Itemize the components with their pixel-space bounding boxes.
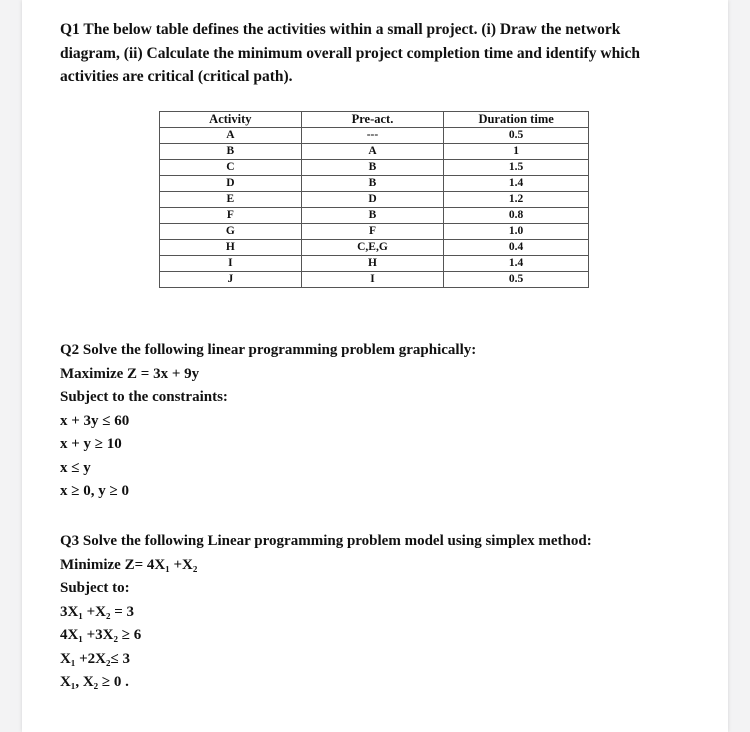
pre-activity-cell: H	[301, 256, 444, 272]
duration-cell: 1.4	[444, 176, 589, 192]
activity-cell: C	[160, 160, 302, 176]
table-header-row	[160, 112, 589, 128]
table-row	[160, 208, 589, 224]
objective-function: Maximize Z = 3x + 9y	[60, 365, 200, 382]
activity-cell: D	[160, 176, 302, 192]
constraint: x + 3y ≤ 60	[60, 412, 130, 429]
table-row	[160, 272, 589, 288]
pre-activity-cell: I	[301, 272, 444, 288]
objective-function: Minimize Z= 4X₁ +X₂	[60, 556, 198, 573]
constraint: X₁, X₂ ≥ 0 .	[60, 674, 129, 690]
pre-activity-cell: F	[301, 224, 444, 240]
question-3	[60, 530, 592, 695]
pre-activity-cell: B	[301, 208, 444, 224]
constraint: x ≤ y	[60, 459, 91, 476]
activity-cell: I	[160, 256, 302, 272]
duration-cell: 1	[444, 144, 589, 160]
duration-cell: 1.0	[444, 224, 589, 240]
header-duration-time: Duration time	[444, 112, 589, 128]
pre-activity-cell: ---	[301, 128, 444, 144]
pre-activity-cell: A	[301, 144, 444, 160]
header-pre-activity: Pre-act.	[301, 112, 444, 128]
duration-cell: 0.8	[444, 208, 589, 224]
question-1-line: Q1 The below table defines the activities within a small project. (i) Draw the network	[60, 21, 621, 38]
question-2	[60, 339, 476, 504]
constraint: x + y ≥ 10	[60, 436, 122, 452]
question-1-line: diagram, (ii) Calculate the minimum overall project completion time and identify which	[60, 44, 641, 62]
question-2-title: Q2 Solve the following linear programming problem graphically:	[60, 342, 477, 358]
activity-cell: H	[160, 240, 302, 256]
table-row	[160, 256, 589, 272]
table-row	[160, 192, 589, 208]
activity-cell: A	[160, 128, 302, 144]
activity-cell: J	[160, 272, 302, 288]
activities-table	[159, 111, 589, 288]
constraint: 4X₁ +3X₂ ≥ 6	[60, 627, 142, 643]
table-row	[160, 160, 589, 176]
duration-cell: 1.4	[444, 256, 589, 272]
constraint: X₁ +2X₂≤ 3	[60, 650, 130, 667]
duration-cell: 0.5	[444, 128, 589, 144]
table-row	[160, 240, 589, 256]
activity-cell: F	[160, 208, 302, 224]
constraints-heading: Subject to the constraints:	[60, 389, 228, 405]
pre-activity-cell: B	[301, 160, 444, 176]
table-row	[160, 144, 589, 160]
question-3-title: Q3 Solve the following Linear programming problem model using simplex method:	[60, 533, 592, 549]
activity-cell: B	[160, 144, 302, 160]
table-row	[160, 176, 589, 192]
pre-activity-cell: C,E,G	[301, 240, 444, 256]
pre-activity-cell: B	[301, 176, 444, 192]
document-page	[22, 0, 728, 732]
constraint: x ≥ 0, y ≥ 0	[60, 483, 129, 499]
table-row	[160, 224, 589, 240]
pre-activity-cell: D	[301, 192, 444, 208]
activity-cell: E	[160, 192, 302, 208]
duration-cell: 0.4	[444, 240, 589, 256]
table-row	[160, 128, 589, 144]
question-1-line: activities are critical (critical path).	[60, 68, 293, 85]
duration-cell: 0.5	[444, 272, 589, 288]
activity-cell: G	[160, 224, 302, 240]
header-activity: Activity	[160, 112, 302, 128]
constraints-heading: Subject to:	[60, 580, 130, 596]
question-1	[60, 18, 720, 89]
constraint: 3X₁ +X₂ = 3	[60, 603, 135, 620]
duration-cell: 1.2	[444, 192, 589, 208]
duration-cell: 1.5	[444, 160, 589, 176]
